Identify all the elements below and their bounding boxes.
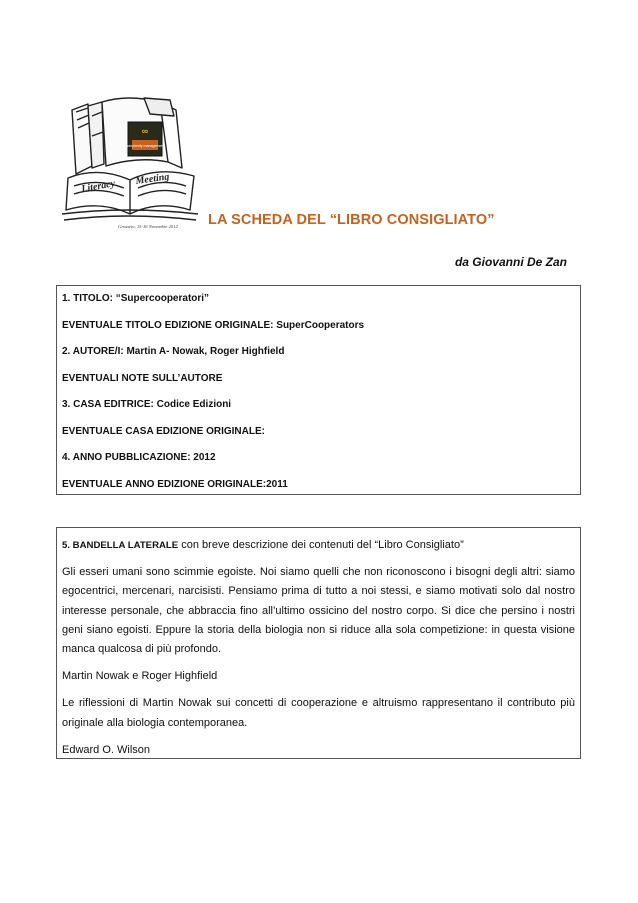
logo-meeting-label: Meeting — [134, 171, 170, 187]
bandella-box — [56, 527, 581, 759]
field-autori: 2. AUTORE/I: Martin A- Nowak, Roger Highfield — [62, 346, 285, 357]
bandella-quote-author: Edward O. Wilson — [62, 743, 151, 756]
book-info-box — [56, 285, 581, 495]
field-casa-originale: EVENTUALE CASA EDIZIONE ORIGINALE: — [62, 425, 265, 437]
logo-caption: Grosseto, 15-16 Novembre 2012 — [118, 224, 178, 229]
literacy-meeting-books-icon — [58, 96, 204, 234]
field-titolo: 1. TITOLO: “Supercooperatori” — [62, 293, 210, 304]
bandella-authors: Martin Nowak e Roger Highfield — [62, 670, 218, 683]
bandella-heading — [62, 536, 575, 555]
page-title: LA SCHEDA DEL “LIBRO CONSIGLIATO” — [208, 212, 495, 228]
field-anno: 4. ANNO PUBBLICAZIONE: 2012 — [62, 452, 216, 463]
literacy-meeting-logo — [58, 96, 204, 234]
field-titolo-originale: EVENTUALE TITOLO EDIZIONE ORIGINALE: SuperCooperators — [62, 319, 365, 331]
byline: da Giovanni De Zan — [454, 255, 567, 269]
bandella-heading-bold: 5. BANDELLA LATERALE — [62, 540, 179, 551]
field-note-autore: EVENTUALI NOTE SULL’AUTORE — [62, 372, 223, 384]
field-casa-editrice: 3. CASA EDITRICE: Codice Edizioni — [62, 399, 232, 410]
bandella-paragraph: Gli esseri umani sono scimmie egoiste. Noi siamo quelli che non riconoscono i bisogni degli altri: siamo egocentrici, mercenari, narcisisti. Pensiamo prima di tutto a noi stessi, e siamo motivati solo dal nostro interesse personale, che abbraccia fino all’ultimo ossicino del nostro corpo. Si dice che persino i nostri geni siano egoisti. Eppure la storia della biologia non si riduce alla sola competizione: in questa visione manca qualcosa di più profondo. — [62, 566, 575, 656]
logo-badge-text: complexity management — [125, 144, 165, 148]
svg-text:∞: ∞ — [141, 126, 149, 136]
bandella-heading-rest: con breve descrizione dei contenuti del “Libro Consigliato” — [178, 539, 464, 551]
logo-literacy-label: Literacy — [80, 178, 116, 195]
field-anno-originale: EVENTUALE ANNO EDIZIONE ORIGINALE:2011 — [62, 478, 288, 490]
bandella-quote: Le riflessioni di Martin Nowak sui concetti di cooperazione e altruismo rappresentano il contributo più originale alla biologia contemporanea. — [62, 697, 575, 729]
